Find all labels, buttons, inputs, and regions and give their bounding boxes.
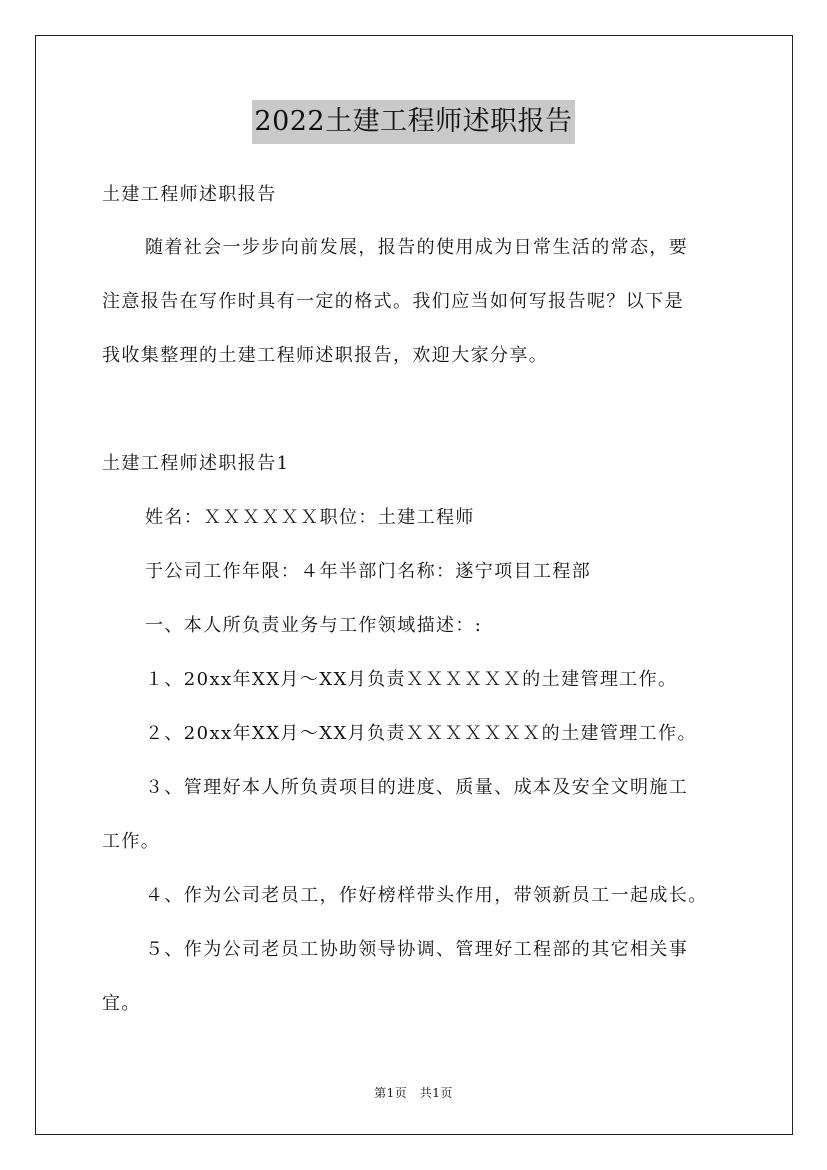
list-item-5-line-1: ５、作为公司老员工协助领导协调、管理好工程部的其它相关事: [145, 939, 689, 960]
list-item-4: ４、作为公司老员工，作好榜样带头作用，带领新员工一起成长。: [145, 885, 708, 906]
name-position-line: 姓名：ＸＸＸＸＸＸ职位：土建工程师: [145, 507, 475, 528]
subtitle-line: 土建工程师述职报告: [102, 184, 277, 205]
list-item-5-line-2: 宜。: [102, 993, 141, 1014]
responsibilities-heading: 一、本人所负责业务与工作领域描述：:: [145, 615, 483, 636]
section-heading: 土建工程师述职报告1: [102, 453, 290, 474]
list-item-3-line-1: ３、管理好本人所负责项目的进度、质量、成本及安全文明施工: [145, 777, 689, 798]
page-footer: 第1页 共1页: [374, 1086, 453, 1100]
document-title-text: 2022土建工程师述职报告: [252, 100, 574, 144]
list-item-2: ２、20xx年XX月～XX月负责ＸＸＸＸＸＸＸ的土建管理工作。: [145, 723, 697, 744]
intro-paragraph-line-1: 随着社会一步步向前发展，报告的使用成为日常生活的常态，要: [145, 237, 689, 258]
tenure-department-line: 于公司工作年限：４年半部门名称：遂宁项目工程部: [145, 561, 592, 582]
intro-paragraph-line-2: 注意报告在写作时具有一定的格式。我们应当如何写报告呢？以下是: [102, 291, 684, 312]
intro-paragraph-line-3: 我收集整理的土建工程师述职报告，欢迎大家分享。: [102, 345, 549, 366]
list-item-1: １、20xx年XX月～XX月负责ＸＸＸＸＸＸ的土建管理工作。: [145, 669, 678, 690]
document-title: [0, 100, 827, 144]
list-item-3-line-2: 工作。: [102, 831, 161, 852]
